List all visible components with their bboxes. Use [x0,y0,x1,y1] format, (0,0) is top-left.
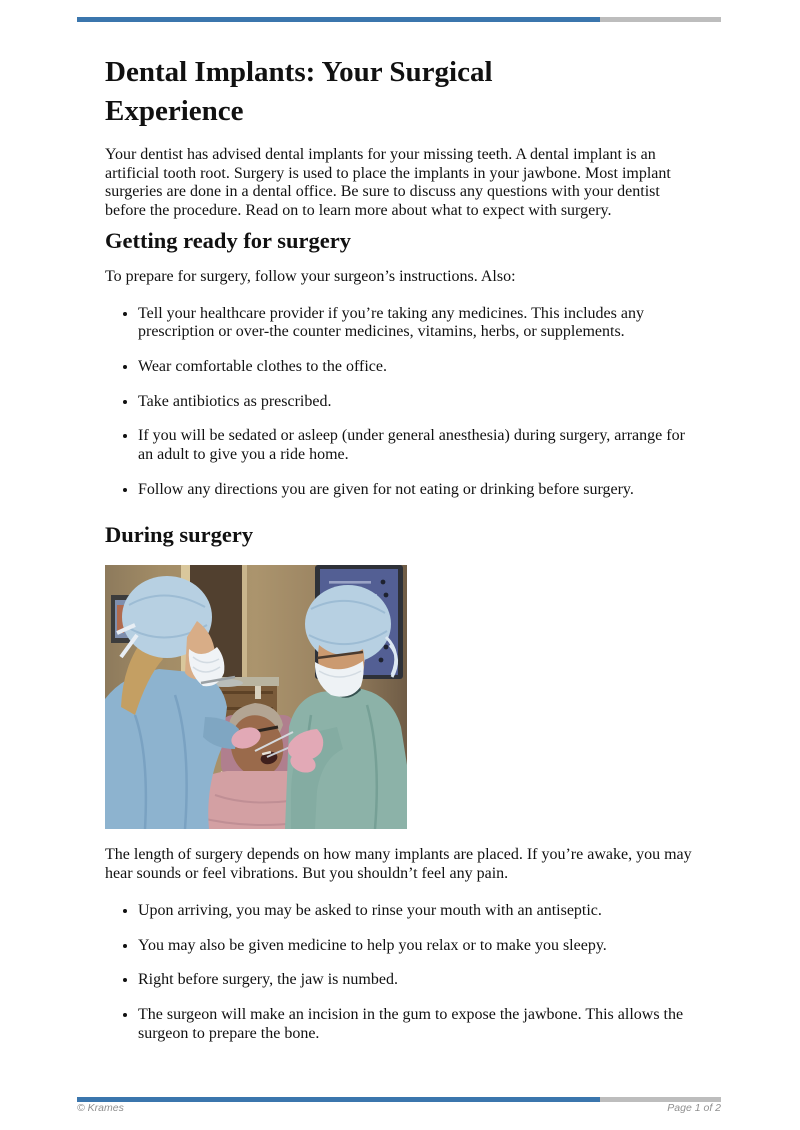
footer [77,1102,721,1114]
intro-paragraph: Your dentist has advised dental implants for your missing teeth. A dental implant is an artificial tooth root. Surgery is used to place the implants in your jawbone. Most implant surgeries are done in a dental office. Be sure to discuss any questions with your dentist before the procedure. Read on to learn more about what to expect with surgery. [105,146,671,220]
during-bullet-list [105,902,702,1044]
page-title: Dental Implants: Your Surgical Experience [105,56,493,127]
bullet-item: • If you will be sedated or asleep (under general anesthesia) during surgery, arrange for an adult to give you a ride home. [138,427,702,464]
bullet-item: • Right before surgery, the jaw is numbed. [138,971,702,990]
bullet-item: • Follow any directions you are given for not eating or drinking before surgery. [138,481,702,500]
bullet-item: • You may also be given medicine to help you relax or to make you sleepy. [138,937,702,956]
bullet-item: • Upon arriving, you may be asked to rinse your mouth with an antiseptic. [138,902,702,921]
bullet-item: • Tell your healthcare provider if you’re taking any medicines. This includes any prescription or over-the counter medicines, vitamins, herbs, or supplements. [138,305,702,342]
section-heading-during-surgery: During surgery [105,522,254,548]
document-body [105,0,702,1043]
section-heading-getting-ready: Getting ready for surgery [105,227,351,253]
page-number: Page 1 of 2 [667,1102,721,1114]
copyright-text: © Krames [77,1102,124,1114]
bullet-item: • Take antibiotics as prescribed. [138,393,702,412]
prep-lead-paragraph: To prepare for surgery, follow your surgeon’s instructions. Also: [105,267,516,285]
surgery-photo [105,565,407,829]
prep-bullet-list [105,305,702,500]
surgery-length-paragraph: The length of surgery depends on how many implants are placed. If you’re awake, you may hear sounds or feel vibrations. But you shouldn’t feel any pain. [105,846,692,883]
bullet-item: • Wear comfortable clothes to the office. [138,358,702,377]
bullet-item: • The surgeon will make an incision in the gum to expose the jawbone. This allows the surgeon to prepare the bone. [138,1006,702,1043]
